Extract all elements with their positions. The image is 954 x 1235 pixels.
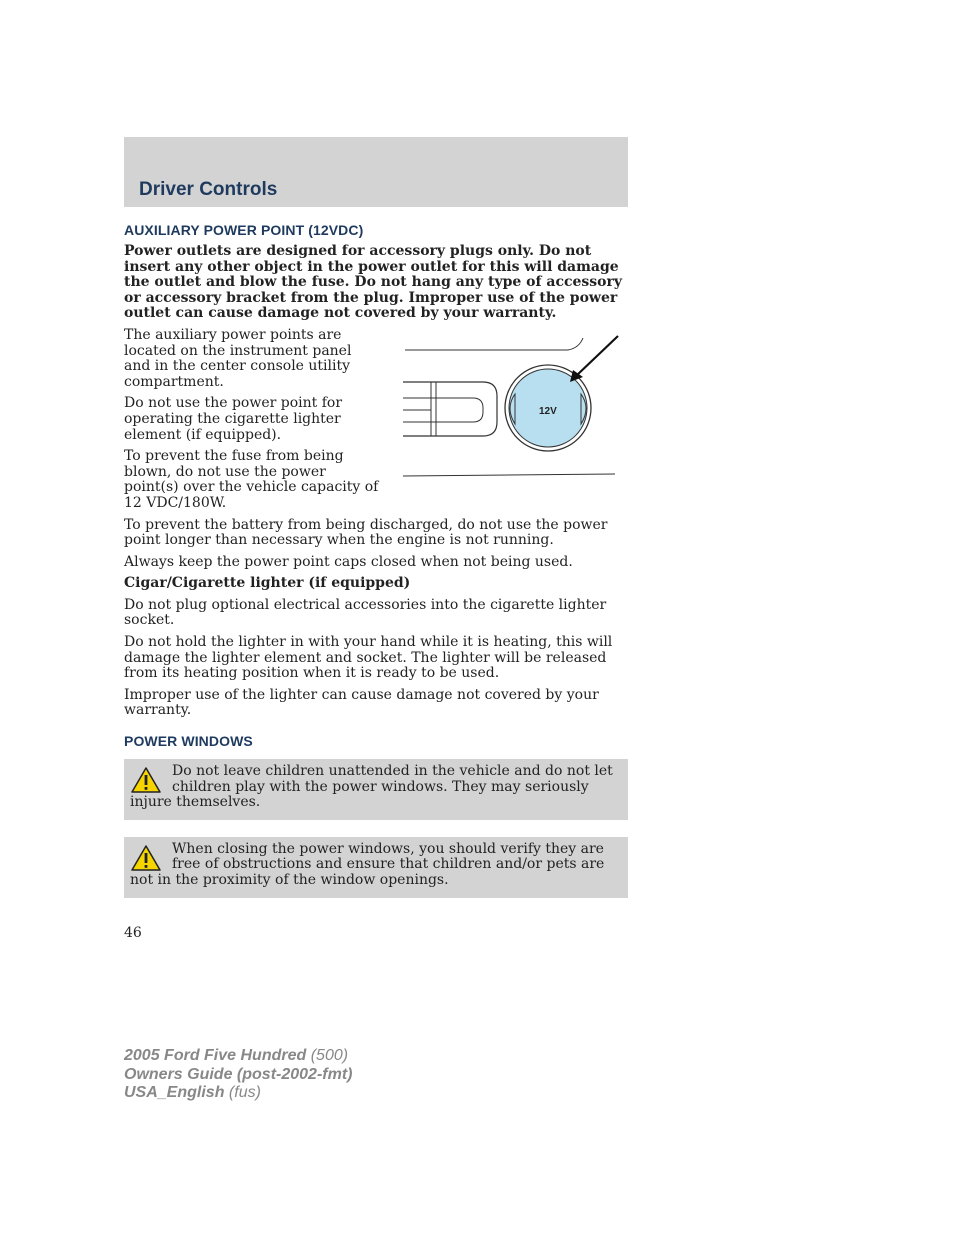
paragraph: The auxiliary power points are located on the instrument panel and in the center console utility compartment. [124, 326, 352, 390]
section-heading-power-point: AUXILIARY POWER POINT (12VDC) [124, 222, 364, 238]
page-number: 46 [124, 925, 142, 941]
footer-language-code: (fus) [224, 1084, 261, 1101]
warning-triangle-icon [130, 766, 162, 794]
header-band [124, 137, 628, 207]
section-heading-power-windows: POWER WINDOWS [124, 733, 253, 750]
paragraph: Improper use of the lighter can cause damage not covered by your warranty. [124, 686, 599, 719]
paragraph: To prevent the battery from being discharged, do not use the power point longer than necessary when the engine is not running. [124, 516, 608, 549]
page-title: Driver Controls [139, 179, 278, 200]
lighter-heading: Cigar/Cigarette lighter (if equipped) [124, 575, 411, 592]
warning-text: Do not leave children unattended in the vehicle and do not let children play with the power windows. They may seriously injure themselves. [130, 763, 613, 811]
warning-text: When closing the power windows, you should verify they are free of obstructions and ensure that children and/or pets are not in the proximity of the window openings. [130, 840, 605, 888]
outlet-label: 12V [539, 405, 557, 417]
warning-box [124, 837, 628, 898]
footer-line-1 [124, 1047, 352, 1066]
warning-triangle-icon [130, 844, 162, 872]
power-point-figure [393, 328, 633, 518]
paragraph: Do not use the power point for operating the cigarette lighter element (if equipped). [124, 395, 343, 443]
footer-model-code: (500) [306, 1047, 349, 1064]
power-point-warning: Power outlets are designed for accessory plugs only. Do not insert any other object in the power outlet for this will damage the outlet and blow the fuse. Do not hang any type of accessory or accessory bracket from the plug. Improper use of the power outlet can cause damage not covered by your warranty. [124, 243, 623, 322]
footer-language: USA_English [124, 1084, 225, 1101]
warning-box [124, 759, 628, 820]
power-point-text [124, 328, 379, 518]
text-figure-row [124, 328, 628, 518]
paragraph: To prevent the fuse from being blown, do not use the power point(s) over the vehicle capacity of 12 VDC/180W. [124, 448, 379, 511]
footer-model: 2005 Ford Five Hundred [124, 1047, 307, 1064]
footer-line-2 [124, 1066, 352, 1085]
main-content [124, 222, 628, 898]
footer-line-3 [124, 1084, 352, 1103]
paragraph: Do not hold the lighter in with your hand while it is heating, this will damage the lighter element and socket. The lighter will be released from its heating position when it is ready to be used. [124, 634, 613, 682]
footer [124, 1047, 352, 1103]
power-outlet-illustration [393, 328, 633, 493]
footer-guide: Owners Guide (post-2002-fmt) [124, 1065, 353, 1083]
paragraph: Do not plug optional electrical accessories into the cigarette lighter socket. [124, 596, 607, 629]
paragraph: Always keep the power point caps closed when not being used. [124, 553, 573, 570]
